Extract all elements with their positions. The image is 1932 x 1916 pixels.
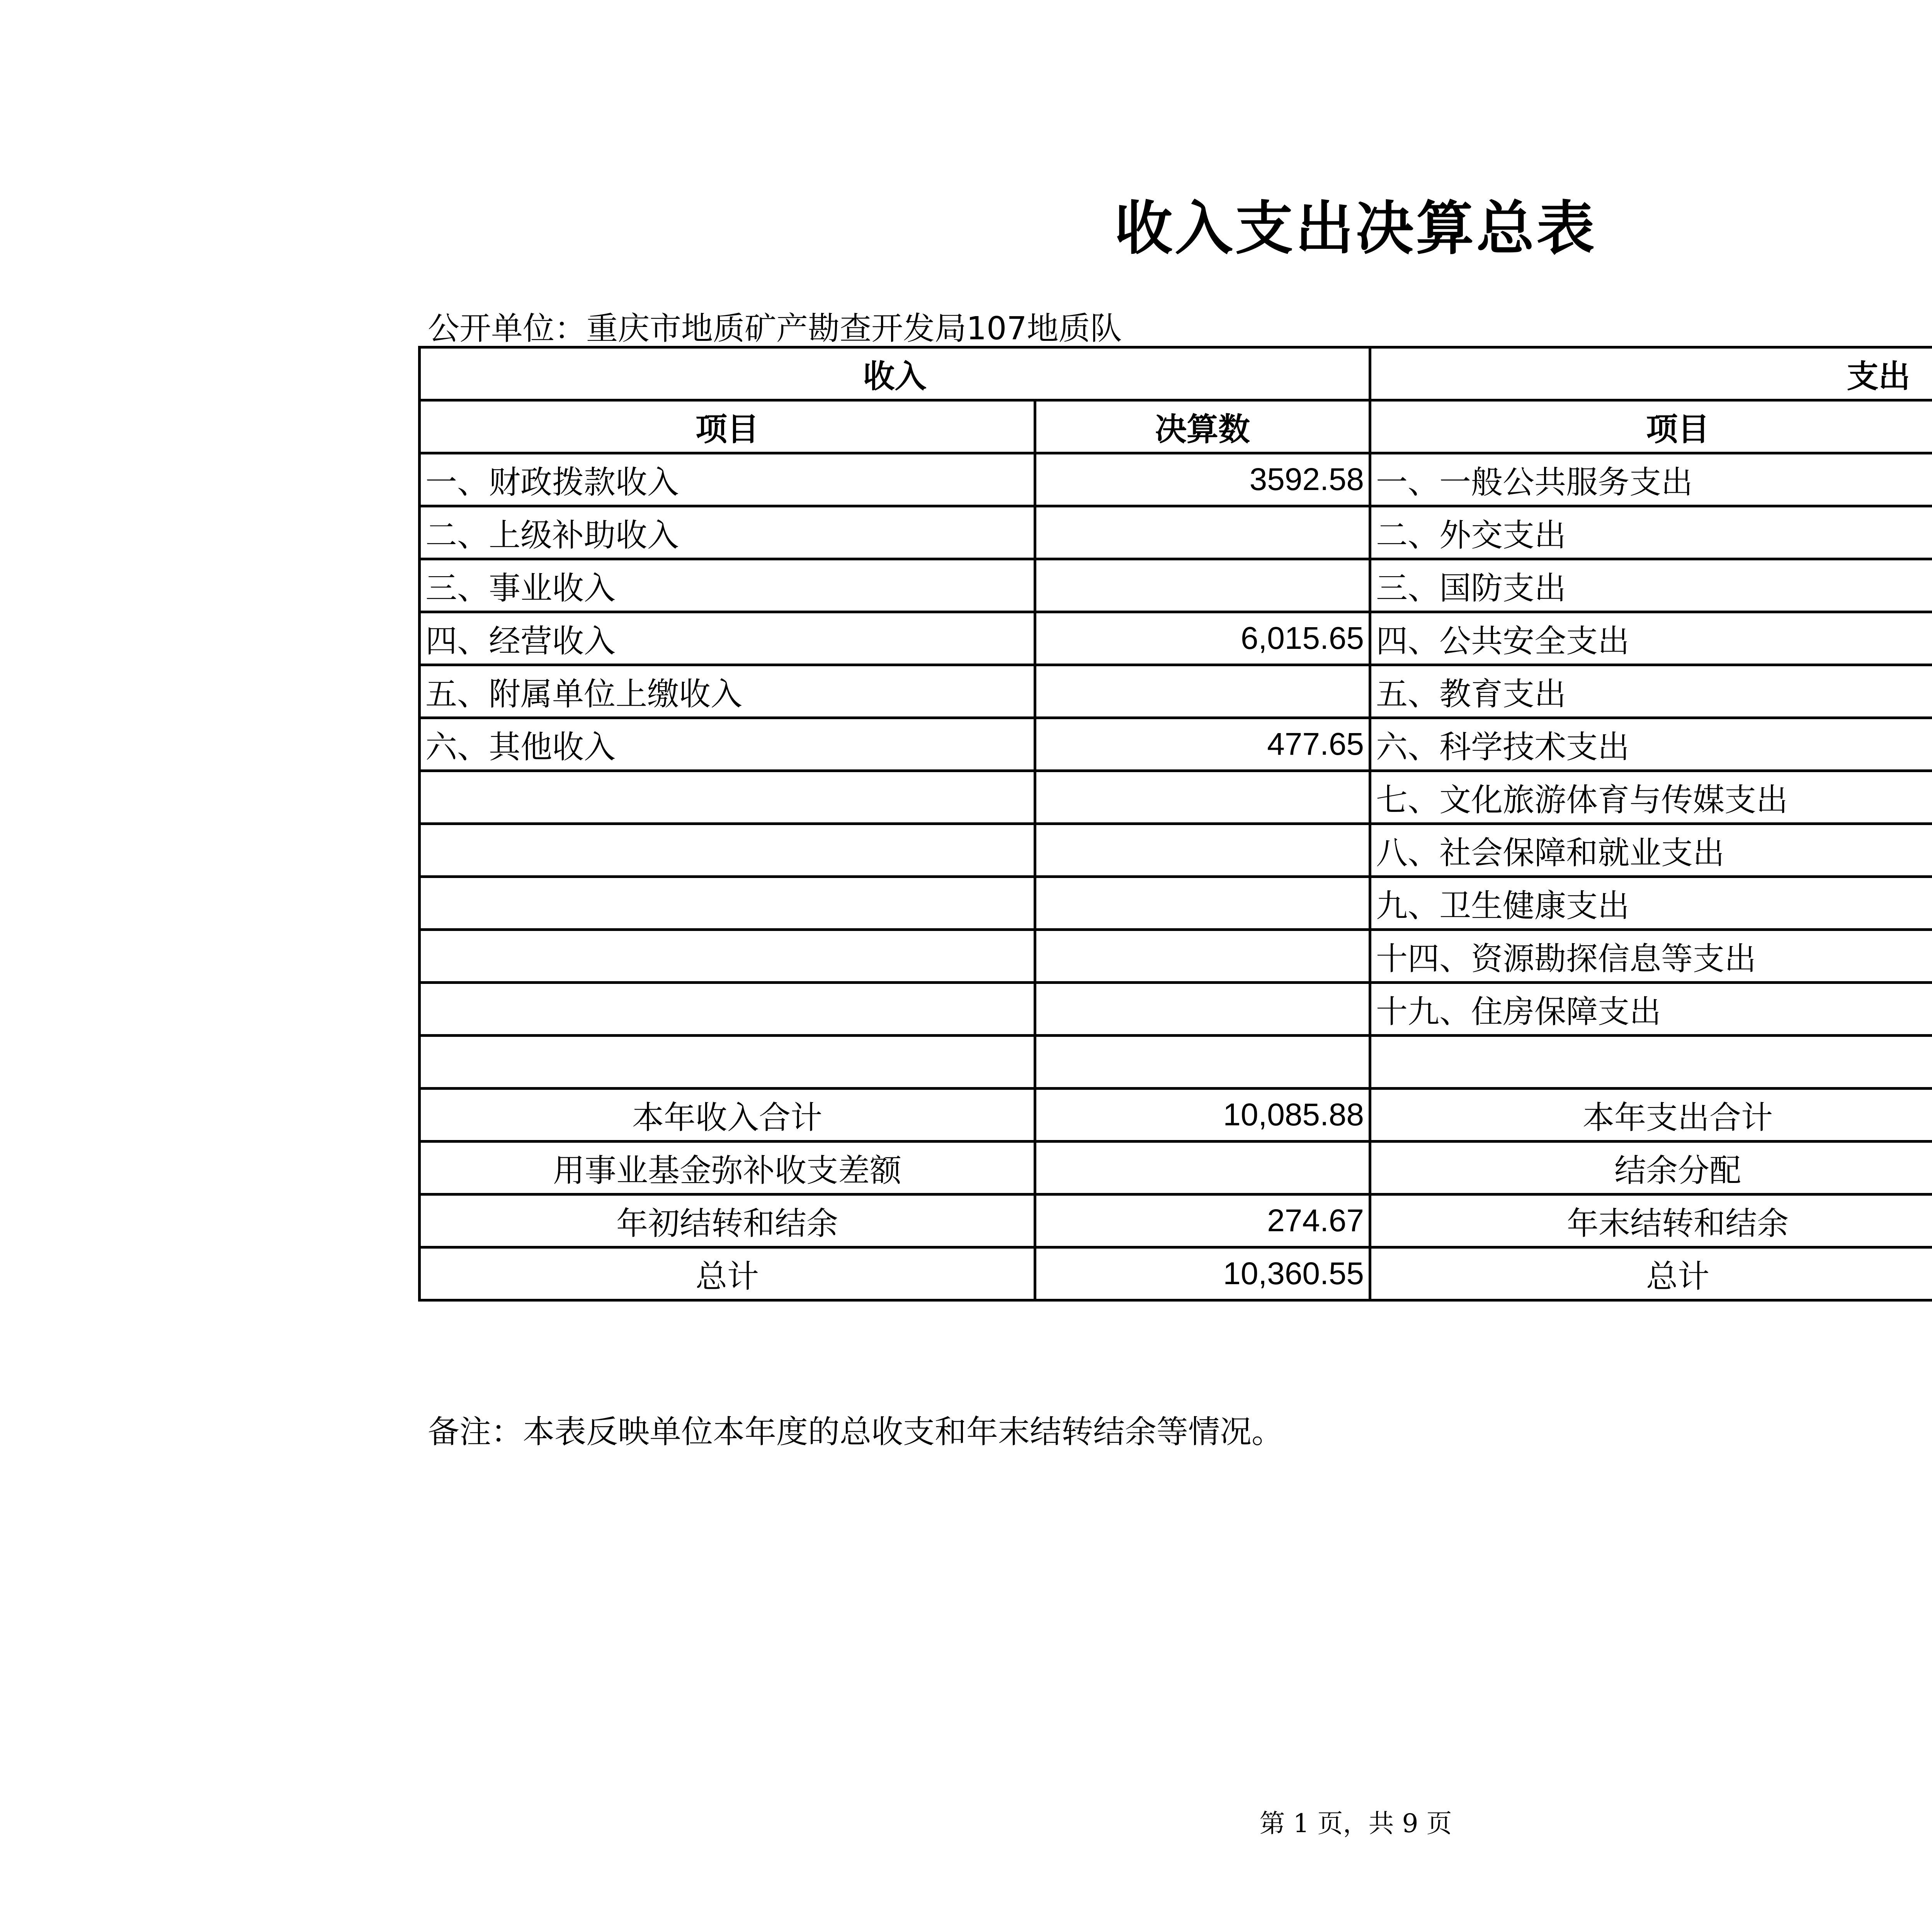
expense-item-cell: 八、社会保障和就业支出 bbox=[1370, 824, 1932, 877]
expense-item-cell: 六、科学技术支出 bbox=[1370, 718, 1932, 771]
income-item-cell: 本年收入合计 bbox=[420, 1089, 1035, 1142]
income-item-cell bbox=[420, 930, 1035, 983]
table-row bbox=[420, 824, 1932, 877]
table-row bbox=[420, 1036, 1932, 1089]
income-amount-cell bbox=[1035, 559, 1370, 612]
expense-item-cell: 年末结转和结余 bbox=[1370, 1195, 1932, 1247]
expense-item-cell: 三、国防支出 bbox=[1370, 559, 1932, 612]
summary-row bbox=[420, 1089, 1932, 1142]
expense-header: 支出 bbox=[1370, 347, 1932, 400]
income-amount-cell bbox=[1035, 930, 1370, 983]
income-item-cell: 一、财政拨款收入 bbox=[420, 453, 1035, 506]
expense-item-cell: 五、教育支出 bbox=[1370, 665, 1932, 718]
expense-item-cell: 总计 bbox=[1370, 1247, 1932, 1300]
income-amount-header: 决算数 bbox=[1035, 400, 1370, 453]
expense-item-cell bbox=[1370, 1036, 1932, 1089]
income-item-cell: 五、附属单位上缴收入 bbox=[420, 665, 1035, 718]
table-row bbox=[420, 453, 1932, 506]
table-row bbox=[420, 718, 1932, 771]
income-amount-cell: 6,015.65 bbox=[1035, 612, 1370, 665]
table-note: 备注：本表反映单位本年度的总收支和年末结转结余等情况。 bbox=[428, 1414, 1284, 1450]
section-header-row bbox=[420, 347, 1932, 400]
expense-item-cell: 二、外交支出 bbox=[1370, 506, 1932, 559]
income-amount-cell bbox=[1035, 771, 1370, 824]
table-row bbox=[420, 983, 1932, 1036]
income-item-cell bbox=[420, 824, 1035, 877]
income-amount-cell bbox=[1035, 824, 1370, 877]
expense-item-cell: 本年支出合计 bbox=[1370, 1089, 1932, 1142]
column-header-row bbox=[420, 400, 1932, 453]
income-amount-cell: 274.67 bbox=[1035, 1195, 1370, 1247]
page-title: 收入支出决算总表 bbox=[1114, 195, 1597, 262]
table-row bbox=[420, 771, 1932, 824]
summary-row bbox=[420, 1142, 1932, 1195]
income-item-cell: 用事业基金弥补收支差额 bbox=[420, 1142, 1035, 1195]
table-row bbox=[420, 877, 1932, 930]
income-item-cell: 年初结转和结余 bbox=[420, 1195, 1035, 1247]
income-item-cell bbox=[420, 1036, 1035, 1089]
table-row bbox=[420, 506, 1932, 559]
expense-item-cell: 四、公共安全支出 bbox=[1370, 612, 1932, 665]
summary-row bbox=[420, 1247, 1932, 1300]
income-header: 收入 bbox=[420, 347, 1370, 400]
income-item-header: 项目 bbox=[420, 400, 1035, 453]
income-amount-cell bbox=[1035, 506, 1370, 559]
table-row bbox=[420, 930, 1932, 983]
income-amount-cell bbox=[1035, 877, 1370, 930]
expense-item-header: 项目 bbox=[1370, 400, 1932, 453]
expense-item-cell: 结余分配 bbox=[1370, 1142, 1932, 1195]
summary-row bbox=[420, 1195, 1932, 1247]
income-amount-cell bbox=[1035, 1036, 1370, 1089]
table-row bbox=[420, 559, 1932, 612]
expense-item-cell: 十九、住房保障支出 bbox=[1370, 983, 1932, 1036]
income-amount-cell bbox=[1035, 1142, 1370, 1195]
expense-item-cell: 一、一般公共服务支出 bbox=[1370, 453, 1932, 506]
income-item-cell bbox=[420, 983, 1035, 1036]
page-footer: 第 1 页，共 9 页 bbox=[1259, 1809, 1452, 1838]
income-item-cell: 六、其他收入 bbox=[420, 718, 1035, 771]
income-amount-cell bbox=[1035, 983, 1370, 1036]
reporting-unit: 公开单位：重庆市地质矿产勘查开发局107地质队 bbox=[428, 310, 1122, 347]
income-amount-cell bbox=[1035, 665, 1370, 718]
table-row bbox=[420, 665, 1932, 718]
expense-item-cell: 九、卫生健康支出 bbox=[1370, 877, 1932, 930]
income-item-cell: 三、事业收入 bbox=[420, 559, 1035, 612]
income-item-cell: 总计 bbox=[420, 1247, 1035, 1300]
income-item-cell: 二、上级补助收入 bbox=[420, 506, 1035, 559]
table-row bbox=[420, 612, 1932, 665]
income-amount-cell: 3592.58 bbox=[1035, 453, 1370, 506]
income-amount-cell: 10,360.55 bbox=[1035, 1247, 1370, 1300]
expense-item-cell: 十四、资源勘探信息等支出 bbox=[1370, 930, 1932, 983]
income-item-cell bbox=[420, 877, 1035, 930]
income-amount-cell: 477.65 bbox=[1035, 718, 1370, 771]
expense-item-cell: 七、文化旅游体育与传媒支出 bbox=[1370, 771, 1932, 824]
income-item-cell bbox=[420, 771, 1035, 824]
income-amount-cell: 10,085.88 bbox=[1035, 1089, 1370, 1142]
budget-table bbox=[418, 346, 1932, 1302]
income-item-cell: 四、经营收入 bbox=[420, 612, 1035, 665]
